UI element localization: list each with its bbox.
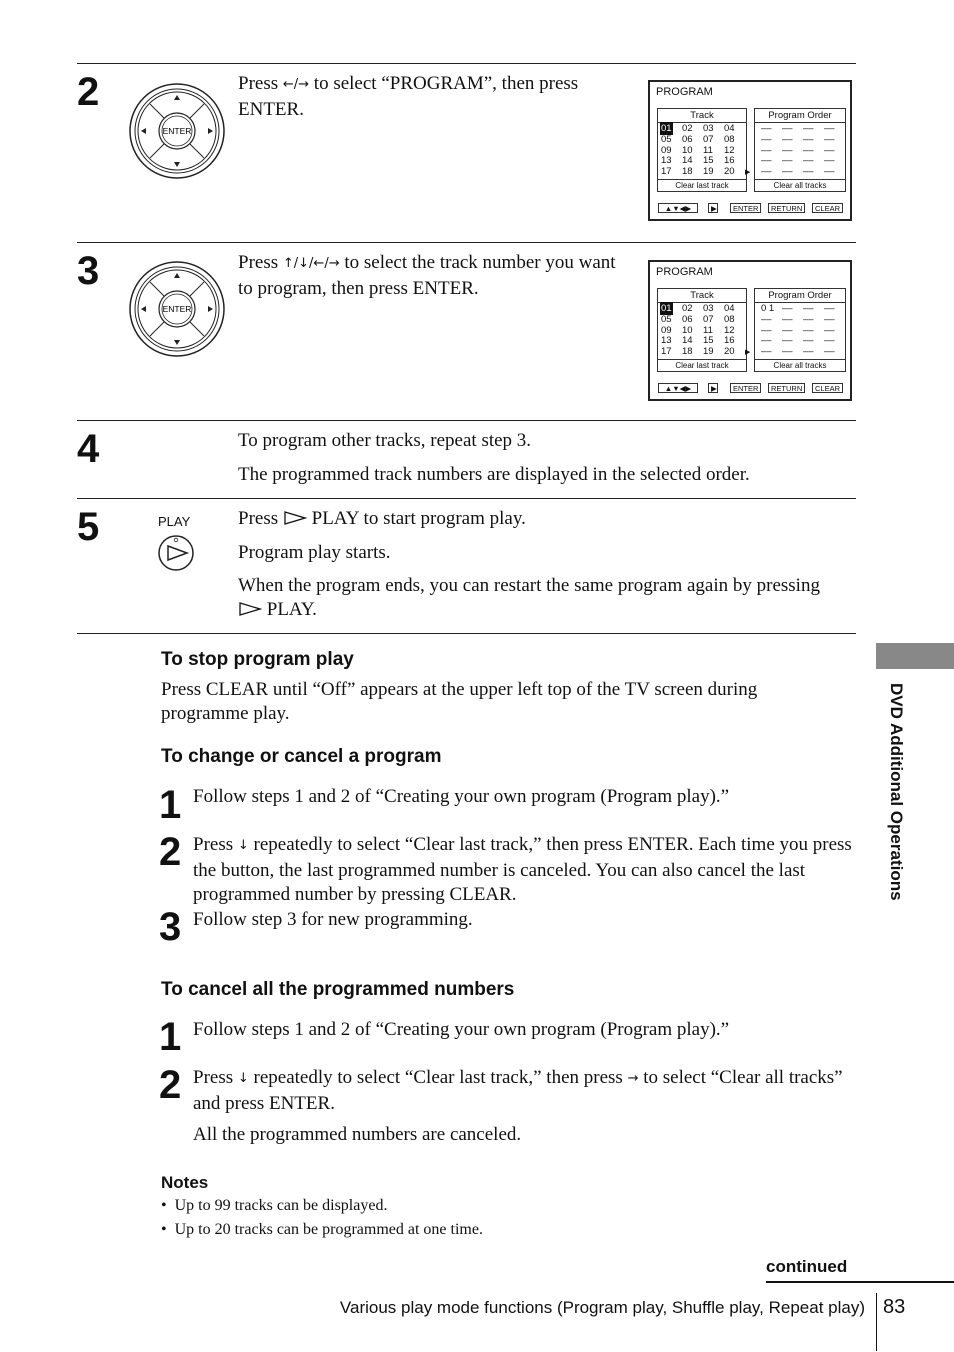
return-button: RETURN <box>768 203 805 213</box>
order-panel: Program Order 0 1 –– –– –– –– –– –– –– –– –– –– –– –– –– –– –– –– –– –– –– Clear all tracks <box>754 288 846 372</box>
divider <box>77 498 856 499</box>
footer-separator <box>876 1293 877 1351</box>
screen-button-bar <box>656 203 844 214</box>
step-text: Press ←/→ to select “PROGRAM”, then press ENTER. <box>238 73 579 120</box>
play-icon <box>238 602 262 616</box>
note-item: • Up to 20 tracks can be programmed at one time. <box>161 1221 483 1238</box>
screen-title: PROGRAM <box>656 86 713 98</box>
play-icon <box>283 511 307 525</box>
substep-note: All the programmed numbers are canceled. <box>193 1124 522 1145</box>
step-paragraph: Press PLAY to start program play. <box>238 508 526 529</box>
enter-button: ENTER <box>730 203 761 213</box>
page-number: 83 <box>883 1296 906 1318</box>
substep-number: 1 <box>159 783 182 827</box>
substep-text: Press ↓ repeatedly to select “Clear last track,” then press → to select “Clear all tracks” and press ENTER. <box>193 1067 843 1114</box>
down-arrow-icon: ↓ <box>237 838 249 853</box>
play-icon: ▶ <box>708 203 718 213</box>
step-number: 3 <box>77 249 100 293</box>
remote-dpad-icon <box>128 82 226 180</box>
step-text: Press ↑/↓/←/→ to select the track number you want to program, then press ENTER. <box>238 252 616 299</box>
section-text: Press CLEAR until “Off” appears at the upper left top of the TV screen during programme play. <box>161 679 758 724</box>
divider <box>77 242 856 243</box>
footer-rule <box>766 1281 954 1283</box>
program-screen <box>648 260 852 401</box>
return-button: RETURN <box>768 383 805 393</box>
clear-button: CLEAR <box>812 203 843 213</box>
step-paragraph: When the program ends, you can restart the same program again by pressing PLAY. <box>238 575 820 620</box>
down-arrow-icon: ↓ <box>237 1071 249 1086</box>
order-grid: 0 1 –– –– –– –– –– –– –– –– –– –– –– –– –– –– –– –– –– –– –– <box>761 303 835 358</box>
step-paragraph: The programmed track numbers are displayed in the selected order. <box>238 464 750 485</box>
play-button-icon <box>157 534 197 572</box>
side-tab-marker <box>876 643 954 669</box>
divider <box>77 63 856 64</box>
substep-text: Follow steps 1 and 2 of “Creating your own program (Program play).” <box>193 1019 730 1040</box>
step-number: 5 <box>77 505 100 549</box>
program-screen <box>648 80 852 221</box>
screen-title: PROGRAM <box>656 266 713 278</box>
play-icon: ▶ <box>708 383 718 393</box>
substep-text: Press ↓ repeatedly to select “Clear last track,” then press ENTER. Each time you press the button, the last programmed number is canceled. You can also cancel the last programmed number by pressing CLEAR. <box>193 834 852 905</box>
substep-number: 3 <box>159 905 182 949</box>
step-number: 4 <box>77 427 100 471</box>
notes-heading: Notes <box>161 1173 209 1192</box>
note-item: • Up to 99 tracks can be displayed. <box>161 1197 388 1214</box>
side-tab-label: DVD Additional Operations <box>887 683 906 901</box>
substep-number: 2 <box>159 830 182 874</box>
continued-label: continued <box>766 1257 848 1276</box>
divider <box>77 420 856 421</box>
track-grid: 01 02 03 04 05 06 07 08 09 10 11 12 13 14 15 16 17 18 19 20 ▶ <box>661 123 751 178</box>
enter-label: ENTER <box>162 304 192 314</box>
remote-dpad-icon <box>128 260 226 358</box>
section-heading: To change or cancel a program <box>161 746 442 767</box>
order-grid: –– –– –– –– –– –– –– –– –– –– –– –– –– –– –– –– –– –– –– –– <box>761 123 835 178</box>
footer-section-title: Various play mode functions (Program play, Shuffle play, Repeat play) <box>339 1298 865 1317</box>
substep-text: Follow steps 1 and 2 of “Creating your own program (Program play).” <box>193 786 730 807</box>
order-panel: Program Order –– –– –– –– –– –– –– –– –– –– –– –– –– –– –– –– –– –– –– –– Clear all tracks <box>754 108 846 192</box>
enter-label: ENTER <box>162 126 192 136</box>
track-panel: Track 01 02 03 04 05 06 07 08 09 10 11 12 13 14 15 16 17 18 19 20 ▶ Clear last track <box>657 288 747 372</box>
four-way-arrow-icon: ↑/↓/←/→ <box>282 256 340 271</box>
substep-text: Follow step 3 for new programming. <box>193 909 473 930</box>
track-grid: 01 02 03 04 05 06 07 08 09 10 11 12 13 14 15 16 17 18 19 20 ▶ <box>661 303 751 358</box>
substep-number: 1 <box>159 1015 182 1059</box>
arrow-keys-icon: ▲▼◀▶ <box>658 203 698 213</box>
enter-button: ENTER <box>730 383 761 393</box>
step-number: 2 <box>77 70 100 114</box>
section-heading: To cancel all the programmed numbers <box>161 979 515 1000</box>
track-panel: Track 01 02 03 04 05 06 07 08 09 10 11 12 13 14 15 16 17 18 19 20 ▶ Clear last track <box>657 108 747 192</box>
arrow-keys-icon: ▲▼◀▶ <box>658 383 698 393</box>
screen-button-bar <box>656 383 844 394</box>
clear-button: CLEAR <box>812 383 843 393</box>
left-right-arrow-icon: ←/→ <box>282 77 310 92</box>
play-label: PLAY <box>158 514 191 529</box>
step-paragraph: To program other tracks, repeat step 3. <box>238 430 532 451</box>
substep-number: 2 <box>159 1063 182 1107</box>
step-paragraph: Program play starts. <box>238 542 391 563</box>
section-heading: To stop program play <box>161 649 354 670</box>
divider <box>77 633 856 634</box>
right-arrow-icon: → <box>627 1071 639 1086</box>
